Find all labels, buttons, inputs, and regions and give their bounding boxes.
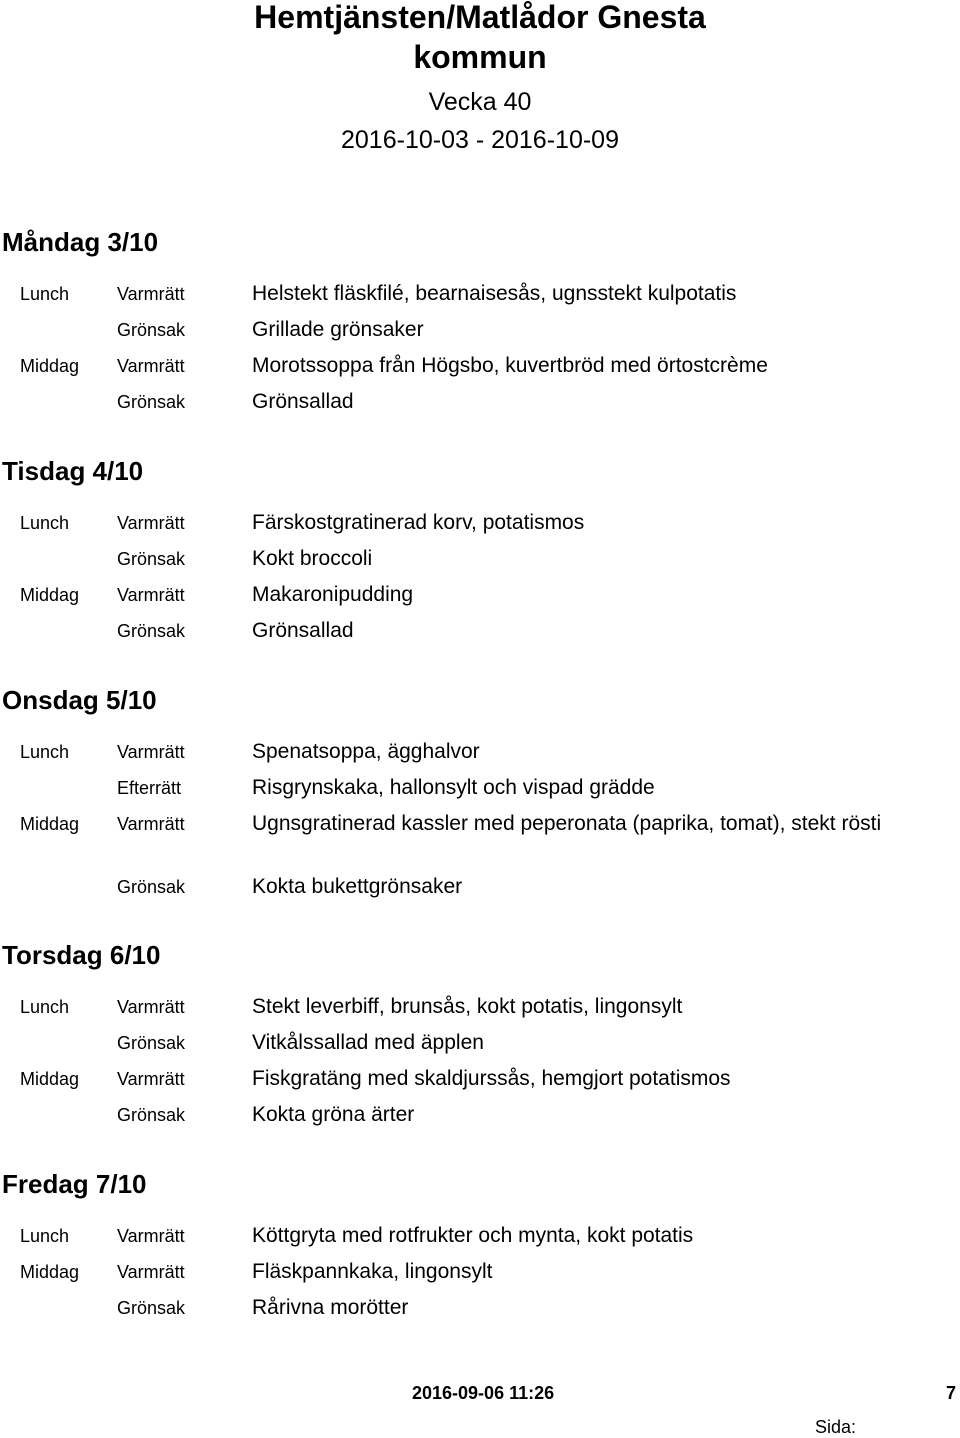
- category-label: Grönsak: [117, 877, 186, 897]
- week-label: Vecka 40: [428, 88, 532, 116]
- category-label: Varmrätt: [117, 814, 185, 834]
- print-timestamp: 2016-09-06 11:26: [412, 1383, 555, 1403]
- dish-text: Makaronipudding: [252, 583, 414, 606]
- meal-label: Lunch: [20, 997, 70, 1017]
- dish-text: Vitkålssallad med äpplen: [252, 1031, 484, 1054]
- dish-text: Ugnsgratinerad kassler med peperonata (paprika, tomat), stekt rösti: [252, 812, 882, 835]
- day-title: Onsdag 5/10: [2, 685, 157, 715]
- category-label: Grönsak: [117, 1298, 186, 1318]
- category-label: Grönsak: [117, 320, 186, 340]
- category-label: Varmrätt: [117, 284, 185, 304]
- meal-label: Middag: [20, 1262, 80, 1282]
- page-title-line-2: kommun: [413, 39, 547, 75]
- category-label: Varmrätt: [117, 997, 185, 1017]
- category-label: Grönsak: [117, 1105, 186, 1125]
- category-label: Varmrätt: [117, 585, 185, 605]
- dish-text: Köttgryta med rotfrukter och mynta, kokt potatis: [252, 1224, 694, 1247]
- dish-text: Morotssoppa från Högsbo, kuvertbröd med örtostcrème: [252, 354, 768, 377]
- date-range: 2016-10-03 - 2016-10-09: [341, 126, 619, 154]
- page-number: 7: [946, 1383, 957, 1403]
- day-title: Torsdag 6/10: [2, 940, 161, 970]
- dish-text: Kokt broccoli: [252, 547, 373, 570]
- category-label: Efterrätt: [117, 778, 182, 798]
- dish-text: Stekt leverbiff, brunsås, kokt potatis, lingonsylt: [252, 995, 683, 1018]
- meal-label: Lunch: [20, 1226, 70, 1246]
- dish-text: Kokta gröna ärter: [252, 1103, 415, 1126]
- meal-label: Middag: [20, 356, 80, 376]
- day-title: Fredag 7/10: [2, 1169, 147, 1199]
- meal-label: Lunch: [20, 513, 70, 533]
- dish-text: Grönsallad: [252, 390, 354, 413]
- category-label: Varmrätt: [117, 1262, 185, 1282]
- dish-text: Grönsallad: [252, 619, 354, 642]
- category-label: Grönsak: [117, 392, 186, 412]
- category-label: Grönsak: [117, 621, 186, 641]
- page-title-line-1: Hemtjänsten/Matlådor Gnesta: [254, 0, 706, 35]
- category-label: Varmrätt: [117, 513, 185, 533]
- dish-text: Kokta bukettgrönsaker: [252, 875, 463, 898]
- category-label: Grönsak: [117, 549, 186, 569]
- meal-label: Middag: [20, 1069, 80, 1089]
- category-label: Grönsak: [117, 1033, 186, 1053]
- dish-text: Färskostgratinerad korv, potatismos: [252, 511, 585, 534]
- dish-text: Grillade grönsaker: [252, 318, 424, 341]
- dish-text: Fiskgratäng med skaldjurssås, hemgjort potatismos: [252, 1067, 731, 1090]
- category-label: Varmrätt: [117, 1226, 185, 1246]
- category-label: Varmrätt: [117, 356, 185, 376]
- meal-label: Middag: [20, 814, 80, 834]
- day-title: Måndag 3/10: [2, 227, 159, 257]
- dish-text: Spenatsoppa, ägghalvor: [252, 740, 480, 763]
- page-label: Sida:: [815, 1417, 857, 1437]
- meal-label: Middag: [20, 585, 80, 605]
- dish-text: Rårivna morötter: [252, 1296, 409, 1319]
- dish-text: Fläskpannkaka, lingonsylt: [252, 1260, 493, 1283]
- category-label: Varmrätt: [117, 742, 185, 762]
- dish-text: Helstekt fläskfilé, bearnaisesås, ugnsstekt kulpotatis: [252, 282, 737, 305]
- category-label: Varmrätt: [117, 1069, 185, 1089]
- meal-label: Lunch: [20, 742, 70, 762]
- dish-text: Risgrynskaka, hallonsylt och vispad grädde: [252, 776, 655, 799]
- day-title: Tisdag 4/10: [2, 456, 144, 486]
- meal-label: Lunch: [20, 284, 70, 304]
